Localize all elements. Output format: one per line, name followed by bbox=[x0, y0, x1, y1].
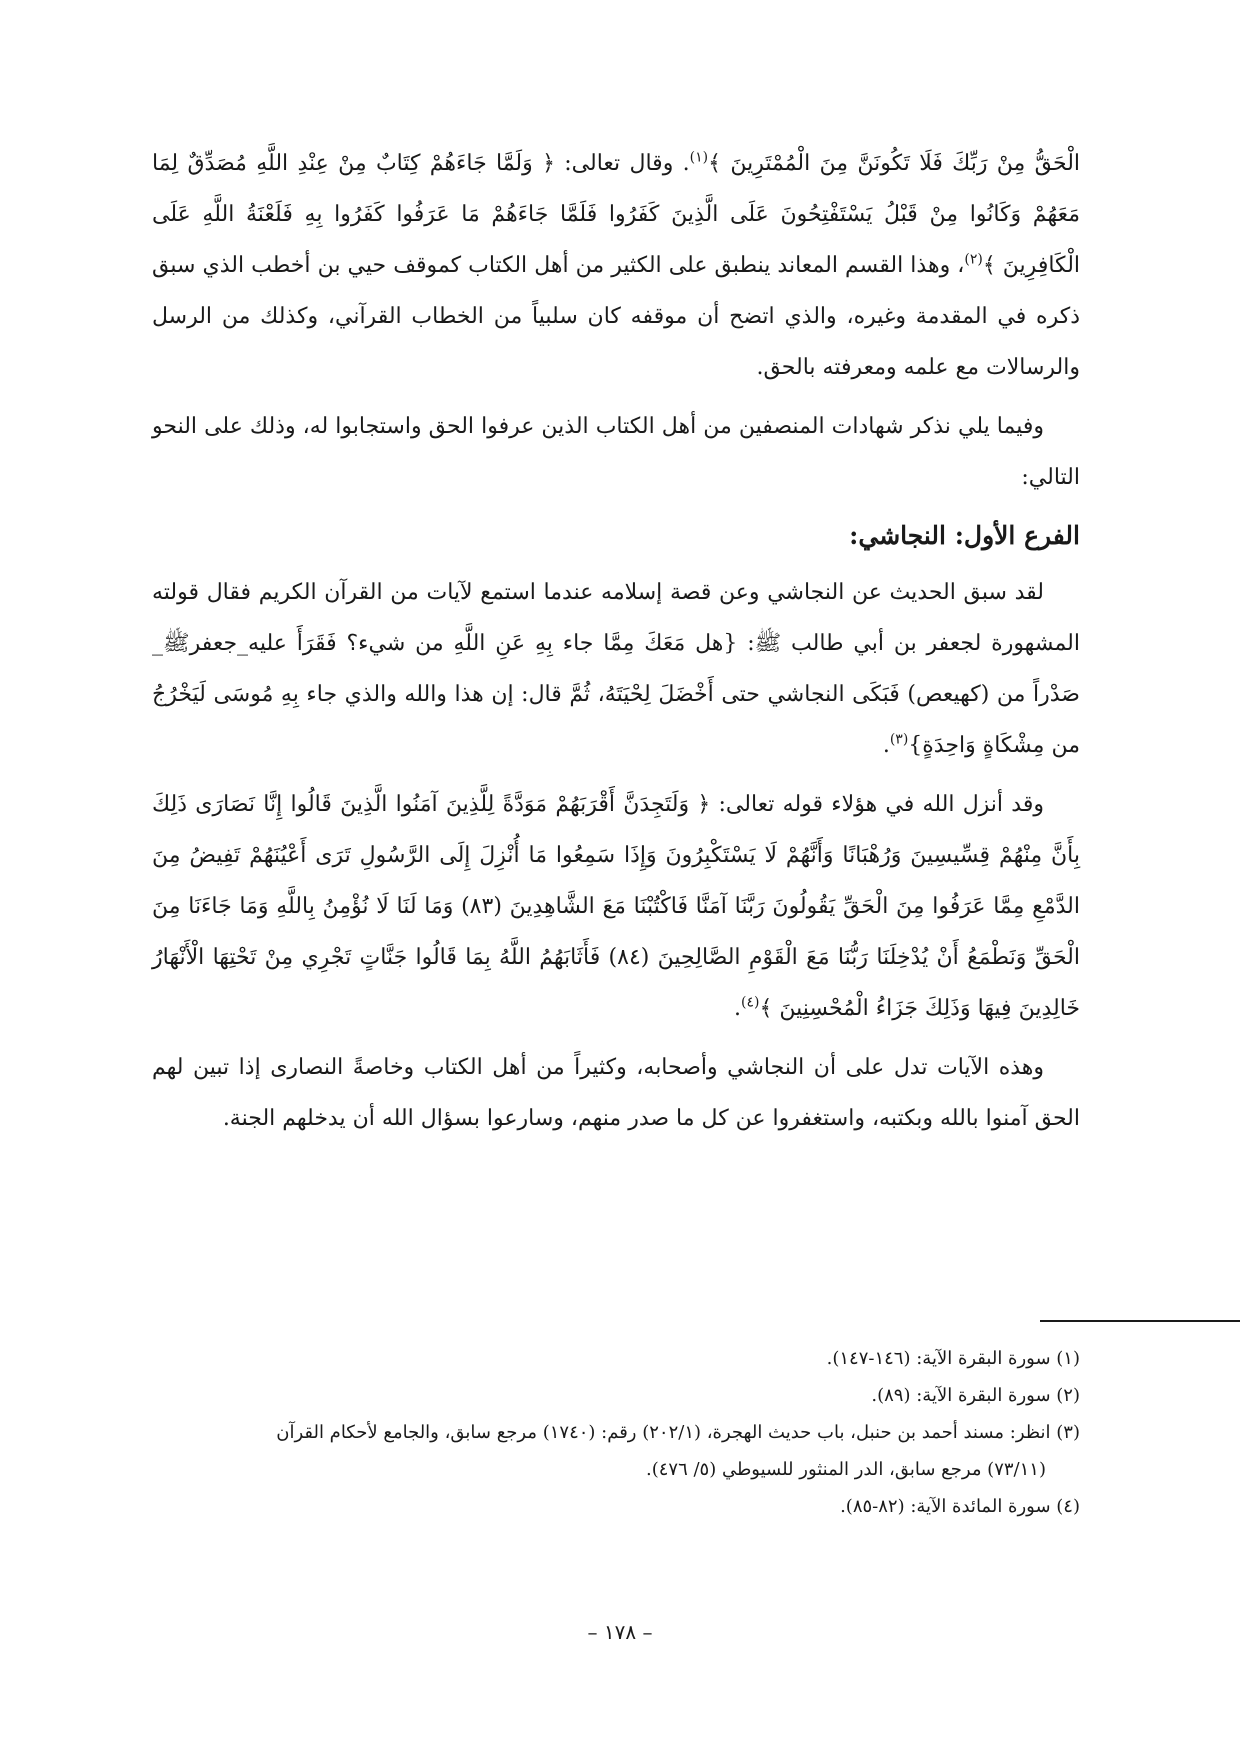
footnote-3: (٣) انظر: مسند أحمد بن حنبل، باب حديث الهجرة، (٢٠٢/١) رقم: (١٧٤٠) مرجع سابق، والجامع لأحكام القرآن bbox=[276, 1422, 1080, 1443]
footnote-1: (١) سورة البقرة الآية: (١٤٦-١٤٧). bbox=[826, 1348, 1080, 1369]
paragraph-1-end: ، وهذا القسم المعاند ينطبق على الكثير من أهل الكتاب كموقف حيي بن أخطب الذي سبق ذكره في المقدمة وغيره، والذي اتضح أن موقفه كان سلبياً من الخطاب القرآني، وكذلك من الرسل والرسالات مع علمه ومعرفته بالحق. bbox=[152, 253, 1080, 380]
paragraph-4: وقد أنزل الله في هؤلاء قوله تعالى: ﴿ وَلَتَجِدَنَّ أَقْرَبَهُمْ مَوَدَّةً لِلَّذِينَ آمَنُوا الَّذِينَ قَالُوا إِنَّا نَصَارَى ذَلِكَ بِأَنَّ مِنْهُمْ قِسِّيسِينَ وَرُهْبَانًا وَأَنَّهُمْ لَا يَسْتَكْبِرُونَ وَإِذَا سَمِعُوا مَا أُنْزِلَ إِلَى الرَّسُولِ تَرَى أَعْيُنَهُمْ تَفِيضُ مِنَ الدَّمْعِ مِمَّا عَرَفُوا مِنَ الْحَقِّ يَقُولُونَ رَبَّنَا آمَنَّا فَاكْتُبْنَا مَعَ الشَّاهِدِينَ (٨٣) وَمَا لَنَا لَا نُؤْمِنُ بِاللَّهِ وَمَا جَاءَنَا مِنَ الْحَقِّ وَنَطْمَعُ أَنْ يُدْخِلَنَا رَبُّنَا مَعَ الْقَوْمِ الصَّالِحِينَ (٨٤) فَأَثَابَهُمُ اللَّهُ بِمَا قَالُوا جَنَّاتٍ تَجْرِي مِنْ تَحْتِهَا الْأَنْهَارُ خَالِدِينَ فِيهَا وَذَلِكَ جَزَاءُ الْمُحْسِنِينَ ﴾$^{(٤)}$. bbox=[152, 792, 1081, 1021]
paragraph-1-continuation: . وقال تعالى: ﴿ وَلَمَّا جَاءَهُمْ كِتَابٌ مِنْ عِنْدِ اللَّهِ مُصَدِّقٌ لِمَا مَعَهُمْ وَكَانُوا مِنْ قَبْلُ يَسْتَفْتِحُونَ عَلَى الَّذِينَ كَفَرُوا فَلَمَّا جَاءَهُمْ مَا عَرَفُوا كَفَرُوا بِهِ فَلَعْنَةُ اللَّهِ عَلَى الْكَافِرِينَ ﴾ bbox=[152, 151, 1081, 278]
footnote-separator bbox=[1040, 1320, 1240, 1322]
footnote-3-continuation: (٧٣/١١) مرجع سابق، الدر المنثور للسيوطي (٥/ ٤٧٦). bbox=[645, 1459, 1046, 1480]
paragraph-4-text: وقد أنزل الله في هؤلاء قوله تعالى: ﴿ وَلَتَجِدَنَّ أَقْرَبَهُمْ مَوَدَّةً لِلَّذِينَ آمَنُوا الَّذِينَ قَالُوا إِنَّا نَصَارَى ذَلِكَ بِأَنَّ مِنْهُمْ قِسِّيسِينَ وَرُهْبَانًا وَأَنَّهُمْ لَا يَسْتَكْبِرُونَ وَإِذَا سَمِعُوا مَا أُنْزِلَ إِلَى الرَّسُولِ تَرَى أَعْيُنَهُمْ تَفِيضُ مِنَ الدَّمْعِ مِمَّا عَرَفُوا مِنَ الْحَقِّ يَقُولُونَ رَبَّنَا آمَنَّا فَاكْتُبْنَا مَعَ الشَّاهِدِينَ (٨٣) وَمَا لَنَا لَا نُؤْمِنُ بِاللَّهِ وَمَا جَاءَنَا مِنَ الْحَقِّ وَنَطْمَعُ أَنْ يُدْخِلَنَا رَبُّنَا مَعَ الْقَوْمِ الصَّالِحِينَ (٨٤) فَأَثَابَهُمُ اللَّهُ بِمَا قَالُوا جَنَّاتٍ تَجْرِي مِنْ تَحْتِهَا الْأَنْهَارُ خَالِدِينَ فِيهَا وَذَلِكَ جَزَاءُ الْمُحْسِنِينَ ﴾ bbox=[152, 792, 1081, 1021]
main-text bbox=[152, 138, 1080, 1152]
paragraph-2: وفيما يلي نذكر شهادات المنصفين من أهل الكتاب الذين عرفوا الحق واستجابوا له، وذلك على النحو التالي: bbox=[152, 414, 1080, 490]
footnote-2: (٢) سورة البقرة الآية: (٨٩). bbox=[871, 1385, 1080, 1406]
paragraph-5: وهذه الآيات تدل على أن النجاشي وأصحابه، وكثيراً من أهل الكتاب وخاصةً النصارى إذا تبين لهم الحق آمنوا بالله وبكتبه، واستغفروا عن كل ما صدر منهم، وسارعوا بسؤال الله أن يدخلهم الجنة. bbox=[152, 1055, 1080, 1131]
quran-verse-text: الْحَقُّ مِنْ رَبِّكَ فَلَا تَكُونَنَّ مِنَ الْمُمْتَرِينَ ﴾ bbox=[708, 151, 1081, 176]
footnotes bbox=[152, 1340, 1080, 1525]
footnote-4: (٤) سورة المائدة الآية: (٨٢-٨٥). bbox=[840, 1496, 1080, 1517]
paragraph-1 bbox=[152, 138, 1080, 393]
footnote-ref-2[interactable]: (٢) bbox=[964, 251, 983, 268]
paragraph-3-text: لقد سبق الحديث عن النجاشي وعن قصة إسلامه عندما استمع لآيات من القرآن الكريم فقال قولته المشهورة لجعفر بن أبي طالب ﷺ: {هل مَعَكَ مِمَّا جاء بِهِ عَنِ اللَّهِ من شيء؟ فَقَرَأَ عليه_جعفرﷺ_ صَدْراً من (كهيعص) فَبَكَى النجاشي حتى أَخْضَلَ لِحْيَتَهُ، ثُمَّ قال: إن هذا والله والذي جاء بِهِ مُوسَى لَيَخْرُجُ من مِشْكَاةٍ وَاحِدَةٍ} bbox=[152, 580, 1080, 758]
footnote-ref-4[interactable]: (٤) bbox=[741, 994, 760, 1011]
footnote-ref-1[interactable]: (١) bbox=[689, 149, 709, 166]
paragraph-3: لقد سبق الحديث عن النجاشي وعن قصة إسلامه عندما استمع لآيات من القرآن الكريم فقال قولته المشهورة لجعفر بن أبي طالب ﷺ: {هل مَعَكَ مِمَّا جاء بِهِ عَنِ اللَّهِ من شيء؟ فَقَرَأَ عليه_جعفرﷺ_ صَدْراً من (كهيعص) فَبَكَى النجاشي حتى أَخْضَلَ لِحْيَتَهُ، ثُمَّ قال: إن هذا والله والذي جاء بِهِ مُوسَى لَيَخْرُجُ من مِشْكَاةٍ وَاحِدَةٍ}$^{(٣)}$. bbox=[152, 580, 1080, 758]
page-number: – ١٧٨ – bbox=[587, 1620, 653, 1644]
section-heading: الفرع الأول: النجاشي: bbox=[849, 521, 1080, 550]
footnote-ref-3[interactable]: (٣) bbox=[889, 731, 909, 748]
